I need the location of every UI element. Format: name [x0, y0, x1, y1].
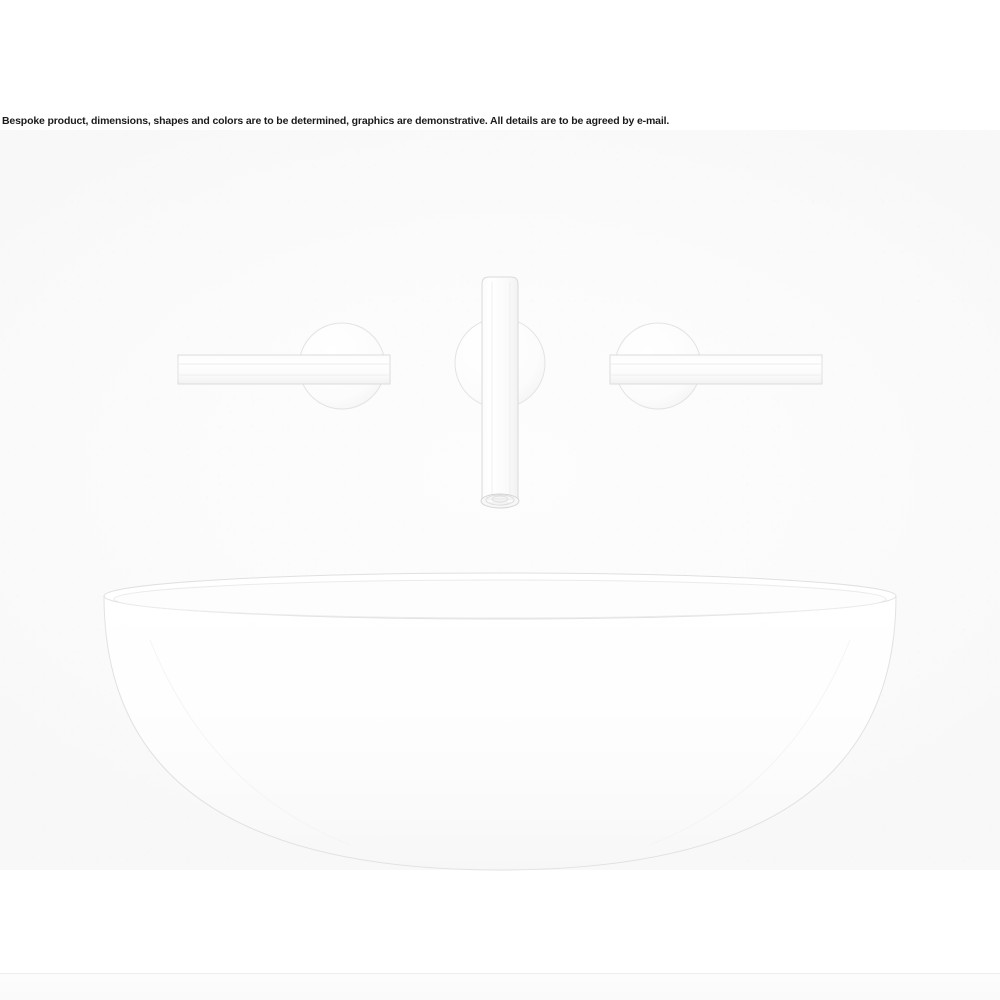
disclaimer-text: Bespoke product, dimensions, shapes and colors are to be determined, graphics are demonstrative. All details are to be agreed by e-mail.: [2, 115, 670, 127]
paper-grain-texture: [0, 130, 1000, 870]
product-canvas: [0, 130, 1000, 870]
counter-surface-band: [0, 974, 1000, 1000]
